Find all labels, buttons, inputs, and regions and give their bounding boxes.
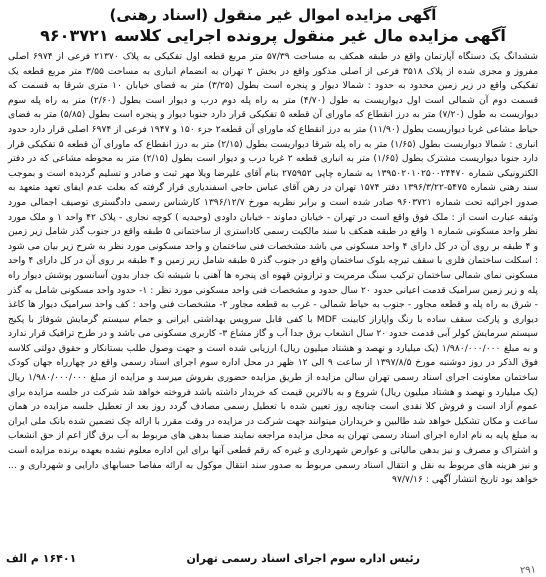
notice-title-line1: آگهی مزایده اموال غیر منقول (اسناد رهنی) bbox=[109, 6, 437, 24]
notice-title-line2: آگهی مزایده مال غیر منقول پرونده اجرایی کلاسه ۹۶۰۳۷۲۱ bbox=[40, 26, 506, 45]
notice-body-text: ششدانگ یک دستگاه آپارتمان واقع در طبقه همکف به مساحت ۵۷/۳۹ متر مربع قطعه اول تفکیکی به پلاک ۲۱۳۷۰ فرعی از ۶۹۷۴ اصلی مفروز و مجزی شده از پلاک ۳۵۱۸ فرعی از اصلی مذکور واقع در بخش ۲ تهران به انضمام انباری به مساحت ۳/۵۵ متر مربع قطعه یک تفکیکی واقع در زیر زمین محدود به حدود : شمالا دیوار و پنجره است بطول (۳/۲۵) متر به فضای خیابان ۱۰ متری شرقا به قسمت که قسمت دوم آن شمالی است اول دیواریست به طول (۴/۷۰) متر به راه پله دوم درب و دیوار است بطول (۲/۶۰) متر به راه پله سوم دیواریست به طول (۷/۲۰) متر به درز انقطاع که ماورای آن قطعه ۵ تفکیکی قرار دارد جنوبا دیوار و پنجره است بطول (۵/۸۵) متر به فضای حیاط مشاعی غربا دیواریست بطول (۱۱/۹۰) متر به درز انقطاع که ماورای آن قطعه۲ جزء ۱۵۰ و ۱۹۴۷ فرعی از ۶۹۷۴ اصلی قرار دارد حدود انباری : شمالا دیواریست بطول (۱/۶۵) متر به راه پله شرقا دیواریست بطول (۲/۱۵) متر به درز انقطاع که ماورای آن قطعه ۵ تفکیکی قرار دارد جنوبا دیواریست مشترک بطول (۱/۶۵) متر به انباری قطعه ۲ غربا درب و دیوار است بطول (۲/۱۵) متر به محوطه مشاعی که در دفتر الکترونیکی شماره ۱۳۹۵۰۲۰۱۰۲۵۰۰۲۴۴۷۰ به شماره چاپی ۲۷۵۹۵۲ بنام آقای علیرضا ویلا مهر ثبت و صادر و تسلیم گردیده است و بموجب سند رهنی شماره ۵۴۷۵-۱۳۹۶/۳/۲۲ دفتر ۱۵۷۴ تهران در رهن آقای عباس حاجی اسفندیاری قرار گرفته که بعلت عدم ایفای تعهد متعهد به صدور اجرائیه تحت شماره ۹۶۰۳۷۲۱ صادر شده است و برابر نظریه مورخ ۱۳۹۶/۱۲/۷ کارشناس رسمی دادگستری توصیف اجمالی مورد وثیقه عبارت است از : ملک فوق واقع است در تهران - خیابان دماوند - خیابان داودی (وحیدیه ) کوچه نجاری - پلاک ۴۲ واحد ۱ و ملک مورد نظر واحد مسکونی شماره ۱ واقع در طبقه همکف با سند مالکیت رسمی کاداستری از ساختمانی ۵ طبقه واقع در جنوب گذر شامل زیر زمین و ۴ طبقه بر روی آن در کل دارای ۴ واحد مسکونی می باشد مشخصات فنی ساختمان و واحد مسکونی مورد نظر به شرح زیر بیان می شود : اسکلت ساختمان فلزی با سقف تیرچه بلوک ساختمان واقع در جنوب گذر ۵ طبقه شامل زیر زمین و ۴ طبقه بر روی آن در کل دارای ۴ واحد مسکونی نمای شمالی ساختمان ترکیب سنگ مرمریت و ترازوتن قهوه ای پنجره ها آهنی با شیشه تک جدار بدون آسانسور پوشش دیوار راه پله و زیر زمین سرامیک قدمت اعیانی حدود ۲۰ سال حدود و مشخصات فنی واحد مسکونی مورد نظر : ۱- حدود واحد مسکونی شامل به گذر - شرق به راه پله و قطعه مجاور - جنوب به حیاط شمالی - غرب به قطعه مجاور ۲- مشخصات فنی واحد : کف واحد سرامیک دیوار ها کاغذ دیواری و پارکت سقف ساده با رنگ واپاراز کابینت MDF با کفی قابل سرویس بهداشتی ایرانی و حمام سیستم گرمایش شوفاژ با پکیج سیستم سرمایش کولر آبی قدمت حدود ۲۰ سال انشعاب برق جدا آب و گاز مشاع ۳- کاربری مسکونی می باشد و در طرح ترافیک قرار ندارد و به مبلغ ۱/۹۸۰/۰۰۰/۰۰۰ (یک میلیارد و نهصد و هشتاد میلیون ریال) ارزیابی شده است و جهت وصول طلب بستانکار و حقوق دولتی کلاسه فوق الذکر در روز دوشنبه مورخ ۱۳۹۷/۸/۵ از ساعت ۹ الی ۱۲ ظهر در محل اداره سوم اجرای اسناد رسمی واقع در چهارراه جهان کودک ساختمان معاونت اجرای اسناد رسمی تهران سالن مزایده از طریق مزایده حضوری بفروش میرسد و مزایده از مبلغ ۱/۹۸۰/۰۰۰/۰۰۰ ریال (یک میلیارد و نهصد و هشتاد میلیون ریال) شروع و به بالاترین قیمت که خریدار داشته باشد فروخته خواهد شد شرکت در جلسه مزایده برای عموم آزاد است و فروش کلا نقدی است چنانچه روز تعیین شده با تعطیل رسمی مصادف گردد روز بعد از تعطیل جلسه مزایده در همان ساعت و مکان تشکیل خواهد شد طالبین و خریداران میتوانند جهت شرکت در مزایده در وقت مقرر با ارائه چک تضمین شده بانک ملی ایران به مبلغ پایه به نام اداره اجرای اسناد رسمی تهران به محل مزایده مراجعه نمایند ضمنا بدهی های مربوط به آب برق گاز اعم از حق انشعاب و اشتراک و مصرف و نیز بدهی مالیاتی و عوارض شهرداری و غیره که رقم قطعی آنها برای این اداره معلوم نشده بعهده برنده مزایده است و نیز هزینه های مربوط به نقل و انتقال اسناد رسمی مربوط به صدور سند انتقال موکول به ارائه مفاصا حسابهای دارایی و شهرداری و ... خواهد بود تاریخ انتشار آگهی : ۹۷/۷/۱۶ bbox=[7, 51, 539, 486]
notice-footer bbox=[6, 550, 540, 577]
notice-code: ۱۶۴۰۱ م الف bbox=[6, 552, 77, 565]
corner-handwritten-number: ۲۹۱ bbox=[519, 564, 537, 577]
signature-line: رئیس اداره سوم اجرای اسناد رسمی تهران bbox=[186, 552, 420, 565]
